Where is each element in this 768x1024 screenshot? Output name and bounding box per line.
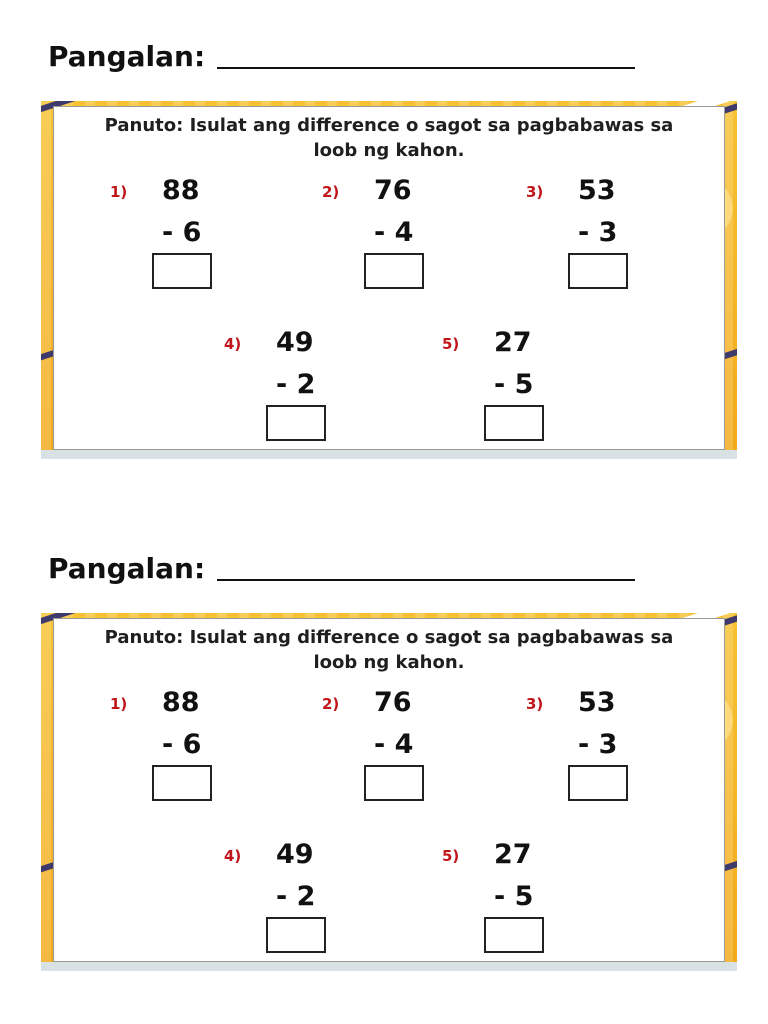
problem-number: 2) — [322, 695, 340, 713]
answer-box[interactable] — [364, 765, 424, 801]
minuend: 27 — [494, 839, 532, 870]
instruction-line-1: Panuto: Isulat ang difference o sagot sa pagbabawas sa — [104, 627, 674, 648]
problem-number: 5) — [442, 335, 460, 353]
problem-4 — [224, 327, 344, 457]
minuend: 53 — [578, 687, 616, 718]
frame-bottom-band — [41, 962, 737, 971]
problem-number: 1) — [110, 183, 128, 201]
worksheet-1 — [0, 0, 768, 470]
answer-box[interactable] — [568, 253, 628, 289]
minuend: 49 — [276, 327, 314, 358]
frame-bottom-band — [41, 450, 737, 459]
subtrahend: - 5 — [494, 881, 534, 912]
minuend: 76 — [374, 175, 412, 206]
instruction-line-1: Panuto: Isulat ang difference o sagot sa pagbabawas sa — [104, 115, 674, 136]
minuend: 27 — [494, 327, 532, 358]
answer-box[interactable] — [364, 253, 424, 289]
name-field-row — [48, 552, 635, 585]
problem-1 — [110, 687, 230, 817]
problem-number: 5) — [442, 847, 460, 865]
name-label: Pangalan: — [48, 40, 206, 73]
answer-box[interactable] — [266, 917, 326, 953]
answer-box[interactable] — [152, 253, 212, 289]
answer-box[interactable] — [266, 405, 326, 441]
subtrahend: - 2 — [276, 369, 316, 400]
answer-box[interactable] — [484, 917, 544, 953]
problem-5 — [442, 327, 562, 457]
problem-number: 4) — [224, 847, 242, 865]
problem-number: 3) — [526, 183, 544, 201]
problem-5 — [442, 839, 562, 969]
problem-3 — [526, 687, 646, 817]
subtrahend: - 3 — [578, 729, 618, 760]
minuend: 88 — [162, 175, 200, 206]
instruction-text — [54, 625, 724, 675]
problem-2 — [322, 175, 442, 305]
answer-box[interactable] — [568, 765, 628, 801]
instruction-line-2: loob ng kahon. — [313, 652, 465, 673]
name-label: Pangalan: — [48, 552, 206, 585]
subtrahend: - 6 — [162, 217, 202, 248]
worksheet-2 — [0, 512, 768, 982]
minuend: 53 — [578, 175, 616, 206]
subtrahend: - 3 — [578, 217, 618, 248]
subtrahend: - 6 — [162, 729, 202, 760]
answer-box[interactable] — [152, 765, 212, 801]
subtrahend: - 5 — [494, 369, 534, 400]
name-blank-line[interactable] — [217, 67, 635, 69]
answer-box[interactable] — [484, 405, 544, 441]
worksheet-card — [53, 618, 725, 962]
problem-3 — [526, 175, 646, 305]
decorative-frame — [41, 613, 737, 971]
subtrahend: - 2 — [276, 881, 316, 912]
problem-number: 1) — [110, 695, 128, 713]
problem-number: 4) — [224, 335, 242, 353]
subtrahend: - 4 — [374, 729, 414, 760]
problem-2 — [322, 687, 442, 817]
subtrahend: - 4 — [374, 217, 414, 248]
minuend: 88 — [162, 687, 200, 718]
problem-number: 3) — [526, 695, 544, 713]
problem-1 — [110, 175, 230, 305]
worksheet-card — [53, 106, 725, 450]
name-blank-line[interactable] — [217, 579, 635, 581]
problem-number: 2) — [322, 183, 340, 201]
minuend: 49 — [276, 839, 314, 870]
decorative-frame — [41, 101, 737, 459]
instruction-line-2: loob ng kahon. — [313, 140, 465, 161]
minuend: 76 — [374, 687, 412, 718]
problem-4 — [224, 839, 344, 969]
name-field-row — [48, 40, 635, 73]
instruction-text — [54, 113, 724, 163]
